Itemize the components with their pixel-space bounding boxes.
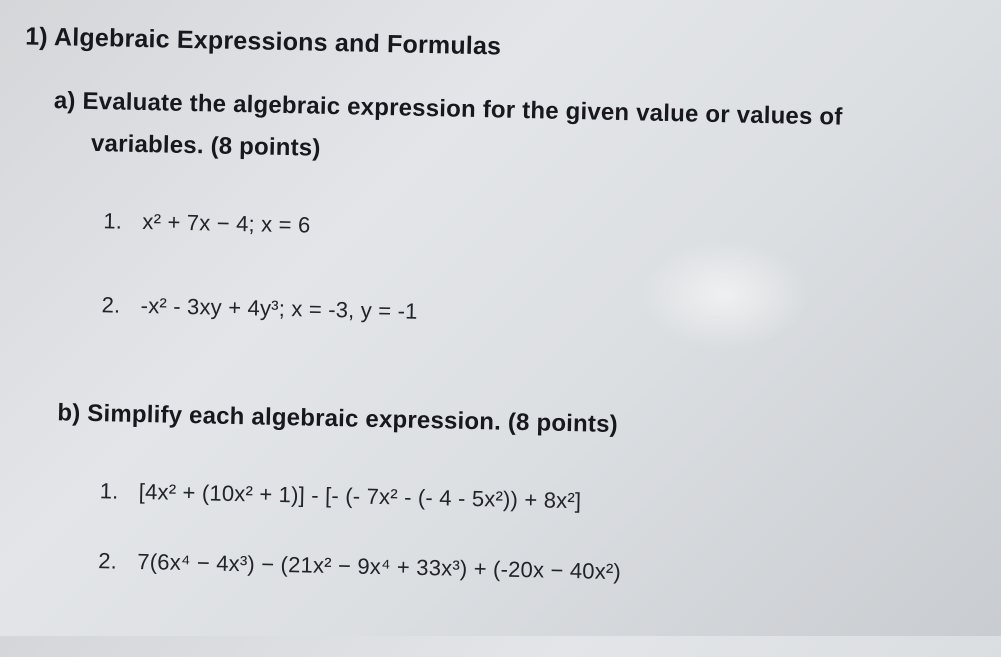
part-b-item-2 [98, 548, 621, 585]
part-b-item-1 [99, 478, 581, 514]
part-b-heading: b) Simplify each algebraic expression. (8 points) [57, 399, 619, 439]
item-number: 1. [103, 208, 123, 234]
item-expression: x² + 7x − 4; x = 6 [142, 209, 311, 238]
part-a-item-1 [103, 208, 311, 238]
part-a-item-2 [101, 292, 418, 325]
item-number: 2. [98, 548, 118, 574]
part-a-heading-line2: variables. (8 points) [90, 129, 321, 162]
item-number: 1. [99, 478, 119, 504]
section-title: 1) Algebraic Expressions and Formulas [24, 22, 502, 61]
item-expression: 7(6x⁴ − 4x³) − (21x² − 9x⁴ + 33x³) + (-20x − 40x²) [137, 549, 622, 585]
item-number: 2. [101, 292, 121, 318]
item-expression: [4x² + (10x² + 1)] - [- (- 7x² - (- 4 - 5x²)) + 8x²] [138, 479, 582, 514]
part-a-heading-line1: a) Evaluate the algebraic expression for the given value or values of [53, 87, 843, 131]
item-expression: -x² - 3xy + 4y³; x = -3, y = -1 [140, 293, 418, 324]
